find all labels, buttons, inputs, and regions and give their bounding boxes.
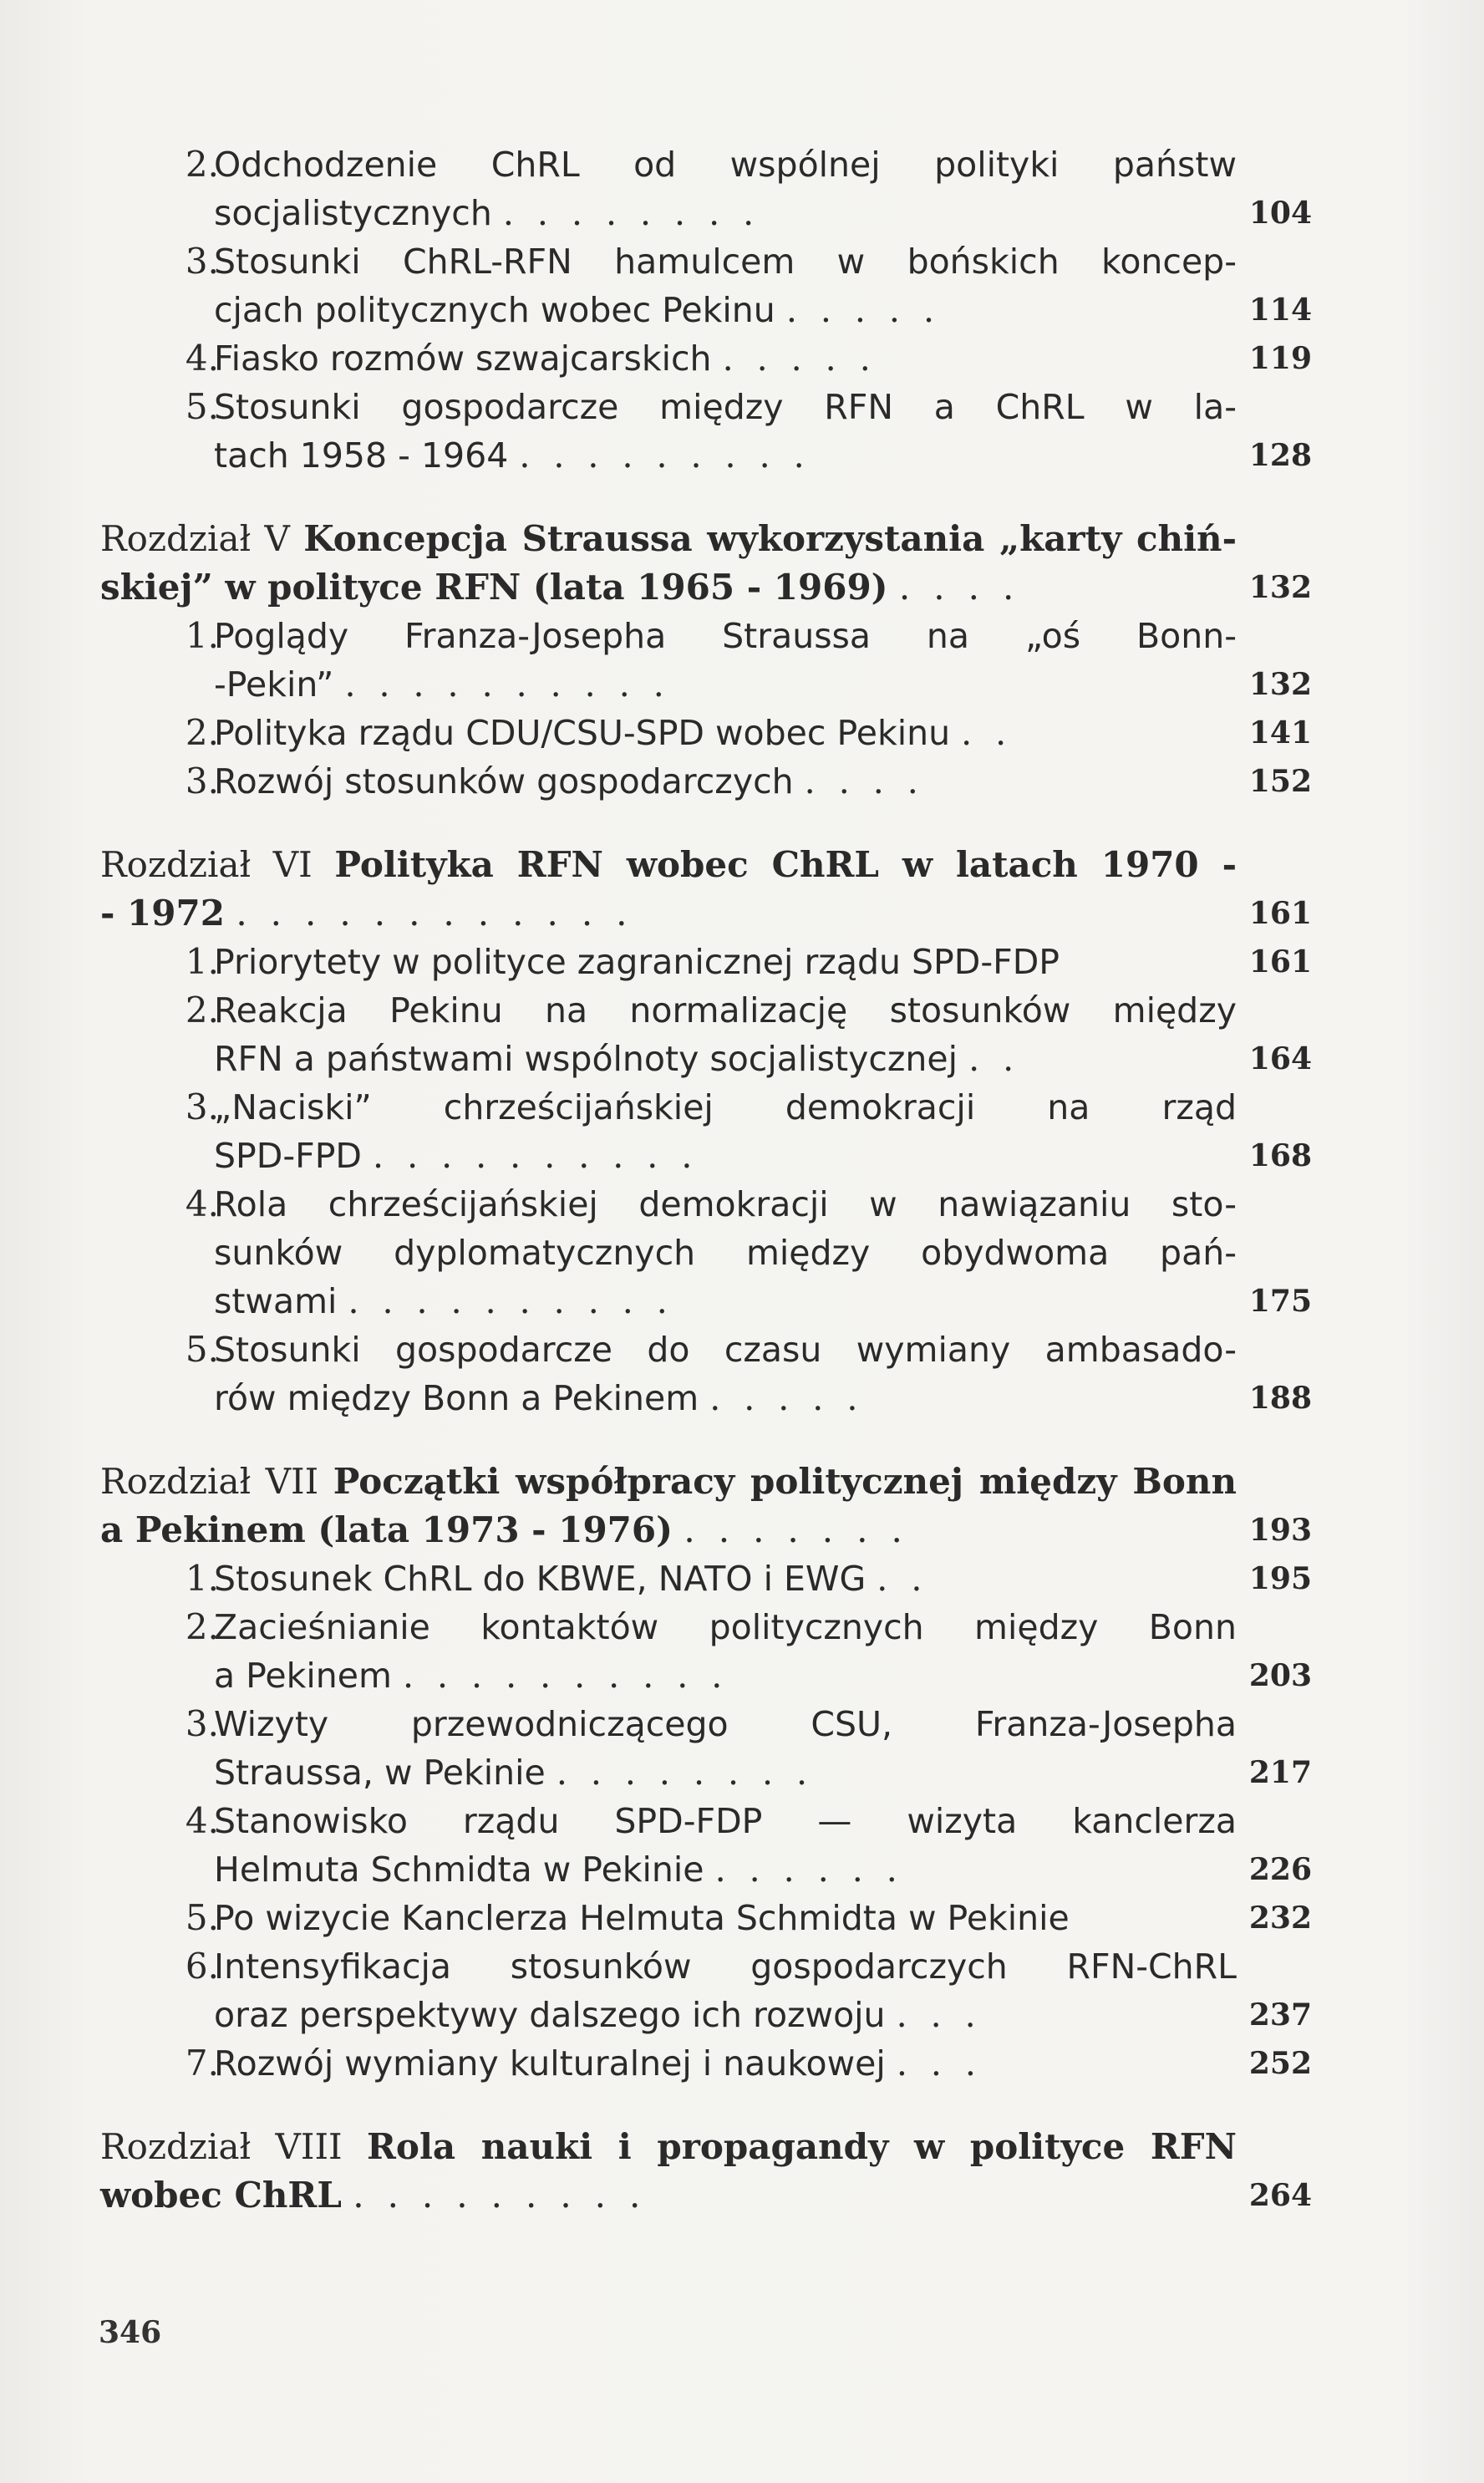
entry-title: Stosunek ChRL do KBWE, NATO i EWG (214, 1559, 867, 1599)
toc-entry-cont (100, 1035, 1312, 1083)
toc-entry (100, 986, 1312, 1035)
chapter-heading-cont (100, 563, 1312, 612)
leader-dots: ....... (684, 1509, 926, 1550)
entry-title-end: rów między Bonn a Pekinem (214, 1378, 699, 1418)
entry-number: 5. (185, 1897, 219, 1938)
entry-title-line (214, 189, 1237, 237)
entry-title: Rozwój wymiany kulturalnej i naukowej (214, 2043, 886, 2084)
page-number: 161 (1248, 944, 1312, 979)
entry-number: 3. (185, 1703, 219, 1744)
entry-title: Stanowisko rządu SPD-FDP — wizyta kanclerza (214, 1801, 1237, 1841)
page-number: 128 (1248, 438, 1312, 473)
entry-number: 2. (185, 990, 219, 1030)
chapter-title: Początki współpracy politycznej między Bonn (333, 1461, 1237, 1502)
entry-title: „Naciski” chrześcijańskiej demokracji na rząd (214, 1087, 1237, 1127)
entry-title-line (214, 1991, 1237, 2039)
page-number: 175 (1248, 1284, 1312, 1319)
entry-number: 5. (185, 1329, 219, 1370)
leader-dots: .... (804, 761, 942, 801)
leader-dots: .. (961, 713, 1030, 753)
toc-entry-cont (100, 1277, 1312, 1325)
chapter-title-line (100, 841, 1237, 889)
entry-title: Intensyfikacja stosunków gospodarczych RFN-ChRL (214, 1946, 1237, 1987)
entry-title-end: stwami (214, 1281, 338, 1321)
leader-dots: .......... (373, 1136, 716, 1176)
chapter-title: Koncepcja Straussa wykorzystania „karty chiń- (303, 518, 1238, 559)
entry-title-line (214, 1374, 1237, 1422)
toc-entry-cont (100, 1651, 1312, 1700)
chapter-title-line (100, 1458, 1237, 1506)
leader-dots: ......... (519, 435, 828, 476)
page-number: 168 (1248, 1138, 1312, 1173)
chapter-title: Polityka RFN wobec ChRL w latach 1970 - (334, 844, 1237, 885)
toc-entry (100, 1942, 1312, 1991)
chapter-title-end: wobec ChRL (100, 2175, 342, 2216)
toc-entry-cont (100, 1748, 1312, 1797)
entry-number: 3. (185, 1086, 219, 1127)
chapter-heading (100, 2123, 1312, 2171)
entry-number: 4. (185, 1183, 219, 1224)
entry-title-line (214, 431, 1237, 480)
chapter-title-line (100, 563, 1237, 612)
entry-number: 4. (185, 1800, 219, 1841)
chapter-title-end: - 1972 (100, 893, 225, 934)
chapter-heading (100, 1458, 1312, 1506)
entry-title: Po wizycie Kanclerza Helmuta Schmidta w Pekinie (214, 1898, 1070, 1938)
page-number: 195 (1248, 1561, 1312, 1596)
leader-dots: .......... (344, 664, 688, 705)
leader-dots: ... (896, 1995, 999, 2035)
page-number: 203 (1248, 1658, 1312, 1693)
leader-dots: ........ (502, 193, 778, 233)
chapter-title-end: a Pekinem (lata 1973 - 1976) (100, 1509, 673, 1550)
page-number: 226 (1248, 1852, 1312, 1887)
toc-entry (100, 1894, 1312, 1942)
entry-title: Fiasko rozmów szwajcarskich (214, 338, 712, 379)
page-number: 164 (1248, 1041, 1312, 1076)
entry-title-end: SPD-FPD (214, 1136, 362, 1176)
toc-entry (100, 1603, 1312, 1651)
toc-entry (100, 757, 1312, 806)
entry-title-end: a Pekinem (214, 1656, 392, 1696)
page-number: 193 (1248, 1513, 1312, 1548)
page-number: 132 (1248, 570, 1312, 605)
table-of-contents (100, 140, 1312, 2220)
entry-title-line (214, 334, 1237, 383)
page-number: 104 (1248, 196, 1312, 231)
leader-dots: .... (898, 567, 1038, 608)
entry-title-end: oraz perspektywy dalszego ich rozwoju (214, 1995, 886, 2035)
entry-number: 1. (185, 941, 219, 982)
page-number: 132 (1248, 667, 1312, 702)
page-number: 161 (1248, 896, 1312, 931)
toc-entry-cont (100, 1845, 1312, 1894)
toc-entry-cont (100, 1991, 1312, 2039)
page-number: 232 (1248, 1900, 1312, 1936)
entry-title-line (214, 1035, 1237, 1083)
toc-entry (100, 383, 1312, 431)
chapter-title-line (100, 1506, 1237, 1554)
toc-entry (100, 1700, 1312, 1748)
entry-title-end: cjach politycznych wobec Pekinu (214, 290, 775, 330)
entry-title: Rola chrześcijańskiej demokracji w nawiązaniu sto- (214, 1184, 1237, 1224)
chapter-label: Rozdział VII (100, 1461, 319, 1502)
leader-dots: ......... (353, 2175, 664, 2216)
leader-dots: ..... (785, 290, 958, 330)
chapter-title-line (100, 2171, 1237, 2220)
leader-dots: .. (877, 1559, 946, 1599)
chapter-label: Rozdział VIII (100, 2126, 343, 2167)
page-number: 119 (1248, 341, 1312, 376)
page-number: 217 (1248, 1755, 1312, 1790)
entry-title-end: Helmuta Schmidta w Pekinie (214, 1850, 704, 1890)
entry-title-line (214, 1277, 1237, 1325)
leader-dots: ...... (714, 1850, 921, 1890)
page-number: 264 (1248, 2178, 1312, 2213)
folio-page-number: 346 (99, 2315, 162, 2350)
toc-entry-cont (100, 189, 1312, 237)
toc-entry (100, 938, 1312, 986)
entry-number: 1. (185, 1558, 219, 1599)
chapter-heading-cont (100, 889, 1312, 938)
page-number: 237 (1248, 1997, 1312, 2033)
leader-dots: .......... (348, 1281, 691, 1321)
entry-title-line (214, 1554, 1237, 1603)
entry-number: 2. (185, 712, 219, 753)
leader-dots: ..... (709, 1378, 882, 1418)
toc-entry-cont (100, 286, 1312, 334)
toc-entry (100, 237, 1312, 286)
toc-entry (100, 1325, 1312, 1374)
toc-entry-cont (100, 660, 1312, 709)
entry-title-line (214, 757, 1237, 806)
toc-entry (100, 2039, 1312, 2088)
entry-title-end: tach 1958 - 1964 (214, 435, 509, 476)
chapter-label: Rozdział VI (100, 844, 313, 885)
chapter-heading-cont (100, 2171, 1312, 2220)
toc-entry (100, 612, 1312, 660)
leader-dots: ... (896, 2043, 999, 2084)
entry-title: Priorytety w polityce zagranicznej rządu SPD-FDP (214, 942, 1060, 982)
toc-entry (100, 1554, 1312, 1603)
entry-number: 5. (185, 386, 219, 427)
leader-dots: ........ (556, 1753, 831, 1793)
toc-entry (100, 334, 1312, 383)
entry-number: 4. (185, 338, 219, 379)
chapter-title: Rola nauki i propagandy w polityce RFN (367, 2126, 1237, 2167)
toc-entry-cont (100, 1374, 1312, 1422)
chapter-heading (100, 515, 1312, 563)
chapter-title-line (100, 2123, 1237, 2171)
chapter-title-line (100, 889, 1237, 938)
entry-title: Rozwój stosunków gospodarczych (214, 761, 794, 801)
entry-number: 6. (185, 1946, 219, 1987)
entry-number: 7. (185, 2043, 219, 2084)
toc-entry (100, 140, 1312, 189)
toc-entry (100, 1083, 1312, 1132)
chapter-label: Rozdział V (100, 518, 290, 559)
entry-title: Odchodzenie ChRL od wspólnej polityki państw (214, 145, 1237, 185)
entry-title-line (214, 1651, 1237, 1700)
entry-number: 2. (185, 1606, 219, 1647)
page-number: 252 (1248, 2046, 1312, 2081)
entry-title-end: socjalistycznych (214, 193, 492, 233)
entry-title-end: Straussa, w Pekinie (214, 1753, 546, 1793)
toc-entry (100, 1180, 1312, 1229)
page-number: 188 (1248, 1381, 1312, 1416)
toc-entry (100, 1797, 1312, 1845)
entry-title-line (214, 709, 1237, 757)
toc-entry-cont (100, 1229, 1312, 1277)
page-number: 152 (1248, 764, 1312, 799)
entry-title: Poglądy Franza-Josepha Straussa na „oś Bonn- (214, 616, 1237, 656)
entry-number: 2. (185, 144, 219, 185)
leader-dots: .. (968, 1039, 1038, 1079)
page-number: 141 (1248, 715, 1312, 750)
page-number: 114 (1248, 293, 1312, 328)
chapter-heading (100, 841, 1312, 889)
entry-title: Stosunki gospodarcze do czasu wymiany ambasado- (214, 1330, 1237, 1370)
entry-title-line (214, 660, 1237, 709)
chapter-heading-cont (100, 1506, 1312, 1554)
entry-title-line (214, 2039, 1237, 2088)
entry-title: Stosunki ChRL-RFN hamulcem w bońskich koncep- (214, 242, 1237, 282)
entry-title-line (214, 1748, 1237, 1797)
entry-title-end: -Pekin” (214, 664, 334, 705)
entry-title-line (214, 1132, 1237, 1180)
entry-title-line (214, 1845, 1237, 1894)
toc-entry-cont (100, 1132, 1312, 1180)
entry-title: Reakcja Pekinu na normalizację stosunków między (214, 990, 1237, 1030)
entry-title: Zacieśnianie kontaktów politycznych między Bonn (214, 1607, 1237, 1647)
entry-title: Polityka rządu CDU/CSU-SPD wobec Pekinu (214, 713, 951, 753)
entry-title-line: sunków dyplomatycznych między obydwoma pań- (214, 1233, 1237, 1273)
leader-dots: ............ (236, 893, 651, 934)
entry-title-line (214, 286, 1237, 334)
chapter-title-end: skiej” w polityce RFN (lata 1965 - 1969) (100, 567, 888, 608)
leader-dots: ..... (722, 338, 894, 379)
entry-number: 3. (185, 761, 219, 801)
entry-title-end: RFN a państwami wspólnoty socjalistycznej (214, 1039, 958, 1079)
entry-title: Stosunki gospodarcze między RFN a ChRL w la- (214, 387, 1237, 427)
entry-number: 3. (185, 241, 219, 282)
toc-entry (100, 709, 1312, 757)
chapter-title-line (100, 515, 1237, 563)
entry-title: Wizyty przewodniczącego CSU, Franza-Josepha (214, 1704, 1237, 1744)
entry-number: 1. (185, 615, 219, 656)
toc-entry-cont (100, 431, 1312, 480)
leader-dots: .......... (402, 1656, 746, 1696)
